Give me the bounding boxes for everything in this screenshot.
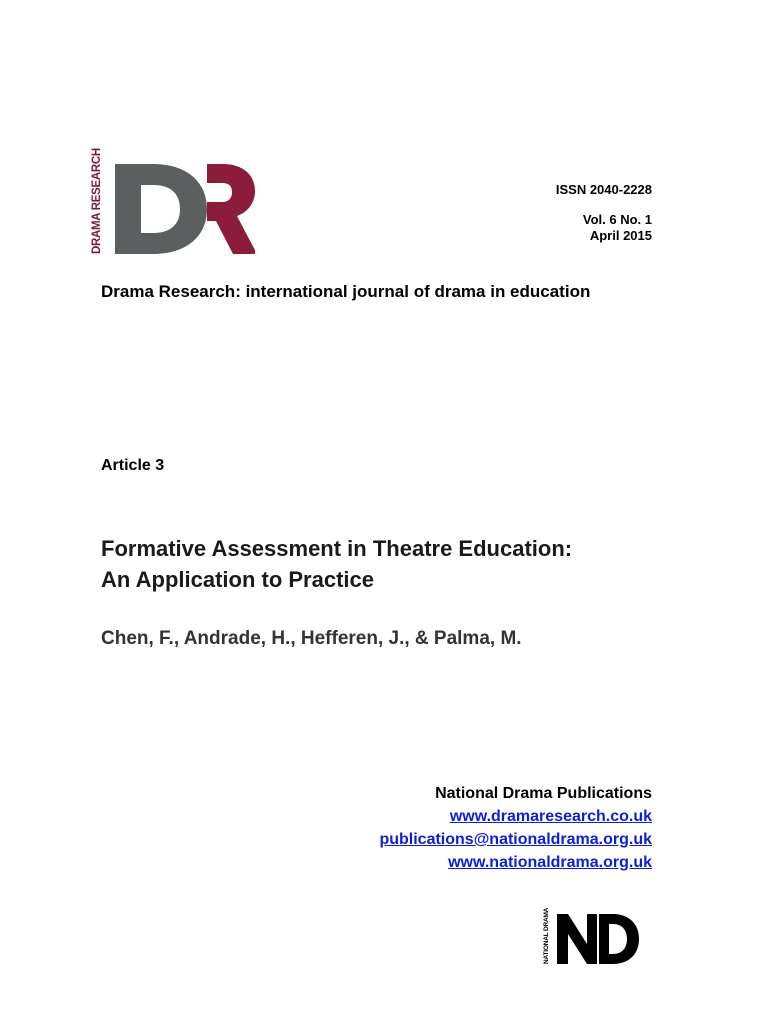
publications-email-link[interactable]: publications@nationaldrama.org.uk (379, 831, 652, 848)
journal-title: Drama Research: international journal of drama in education (101, 282, 591, 301)
logo-letter-d (115, 164, 207, 254)
article-title-line-2: An Application to Practice (101, 567, 375, 592)
article-number: Article 3 (101, 457, 165, 474)
logo-letter-r (207, 164, 255, 254)
nationaldrama-website-link[interactable]: www.nationaldrama.org.uk (448, 854, 652, 871)
volume-text: Vol. 6 No. 1 (582, 212, 652, 227)
drama-research-logo-vertical-text (90, 148, 108, 254)
nd-logo-brand-text: NATIONAL DRAMA (543, 907, 550, 964)
dr-letters-graphic (115, 164, 255, 254)
nd-logo-letter-d (599, 914, 639, 964)
issue-info (556, 182, 652, 244)
logo-brand-text: DRAMA RESEARCH (91, 148, 103, 254)
article-title (101, 533, 572, 595)
dramaresearch-website-link[interactable]: www.dramaresearch.co.uk (449, 808, 652, 825)
issue-date-text: April 2015 (589, 228, 652, 243)
publisher-info (379, 782, 652, 874)
nd-letters-graphic (557, 914, 639, 964)
national-drama-logo (542, 907, 642, 966)
drama-research-logo (90, 148, 260, 256)
nd-logo-letter-n (557, 914, 597, 964)
national-drama-logo-vertical-text (542, 907, 552, 964)
publisher-name: National Drama Publications (435, 785, 652, 802)
issn-text: ISSN 2040-2228 (555, 182, 652, 197)
article-title-line-1: Formative Assessment in Theatre Education: (101, 536, 573, 561)
article-authors: Chen, F., Andrade, H., Hefferen, J., & Palma, M. (101, 628, 522, 649)
